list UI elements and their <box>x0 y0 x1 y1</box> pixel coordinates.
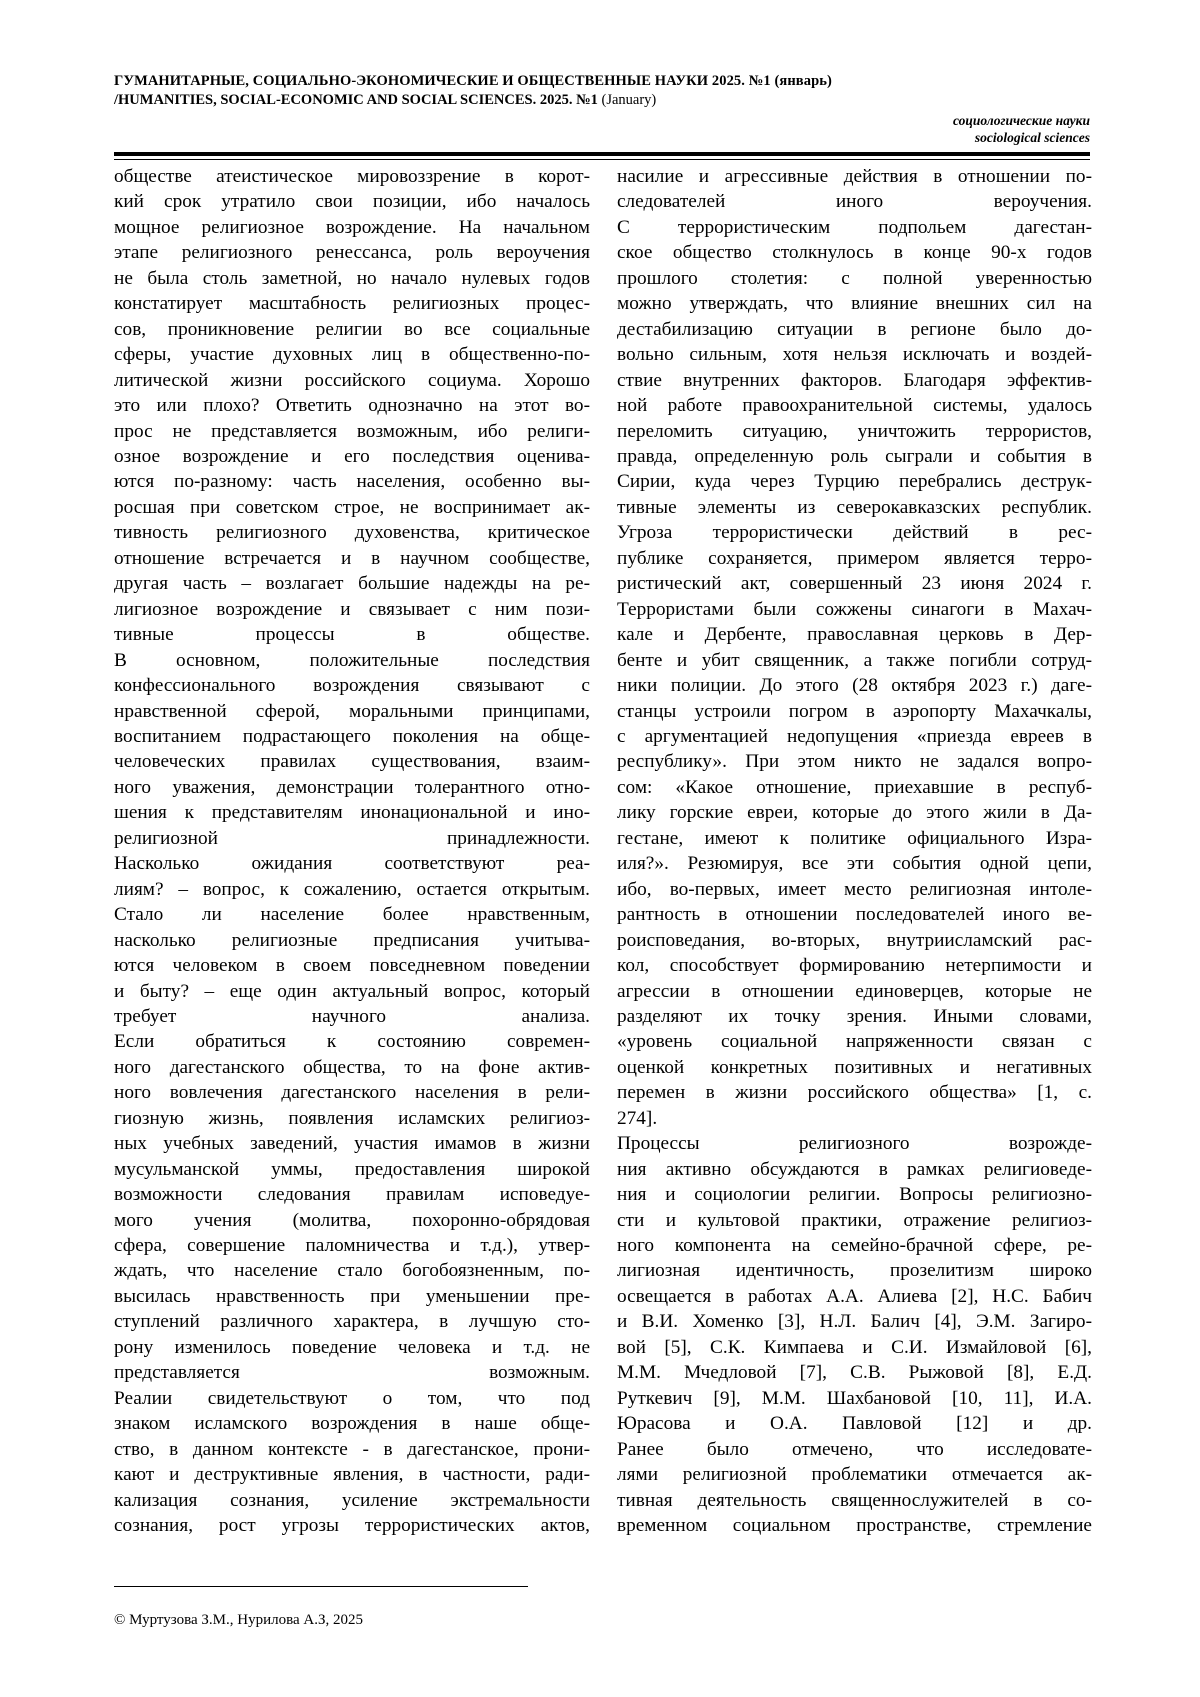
header-rule-thick <box>114 152 1090 156</box>
body-column-left: обществе атеистическое мировоззрение в корот- кий срок утратило свои позиции, ибо началось мощное религиозное возрождение. На начальном этапе религиозного ренессанса, роль вероучения не была столь заметной, но начало нулевых годов констатирует масштабность религиозных процес- сов, проникновение религии во все социальные сферы, участие духовных лиц в общественно-по- литической жизни российского социума. Хорошо это или плохо? Ответить однозначно на этот во- прос не представляется возможным, ибо религи- озное возрождение и его последствия оценива- ются по-разному: часть населения, особенно вы- росшая при советском строе, не воспринимает ак- тивность религиозного духовенства, критическое отношение встречается и в научном сообществе, другая часть – возлагает большие надежды на ре- лигиозное возрождение и связывает с ним пози- тивные процессы в обществе. В основном, положительные последствия конфессионального возрождения связывают с нравственной сферой, моральными принципами, воспитанием подрастающего поколения на обще- человеческих правилах существования, взаим- ного уважения, демонстрации толерантного отно- шения к представителям инонациональной и ино- религиозной принадлежности. Насколько ожидания соответствуют реа- лиям? – вопрос, к сожалению, остается открытым. Стало ли население более нравственным, насколько религиозные предписания учитыва- ются человеком в своем повседневном поведении и быту? – еще один актуальный вопрос, который требует научного анализа. Если обратиться к состоянию современ- ного дагестанского общества, то на фоне актив- ного вовлечения дагестанского населения в рели- гиозную жизнь, появления исламских религиоз- ных учебных заведений, участия имамов в жизни мусульманской уммы, предоставления широкой возможности следования правилам исповедуе- мого учения (молитва, похоронно-обрядовая сфера, совершение паломничества и т.д.), утвер- ждать, что население стало богобоязненным, по- высилась нравственность при уменьшении пре- ступлений различного характера, в лучшую сто- рону изменилось поведение человека и т.д. не представляется возможным. Реалии свидетельствуют о том, что под знаком исламского возрождения в наше обще- ство, в данном контексте - в дагестанское, прони- кают и деструктивные явления, в частности, ради- кализация сознания, усиление экстремальности сознания, рост угрозы террористических актов, <box>114 166 590 1537</box>
copyright-note: © Муртузова З.М., Нурилова А.З, 2025 <box>114 1612 363 1628</box>
section-label-en: sociological sciences <box>974 130 1090 145</box>
footnote-rule <box>114 1586 528 1587</box>
section-label <box>953 112 1090 146</box>
journal-title-ru: ГУМАНИТАРНЫЕ, СОЦИАЛЬНО-ЭКОНОМИЧЕСКИЕ И ОБЩЕСТВЕННЫЕ НАУКИ 2025. №1 (январь) <box>114 73 832 89</box>
journal-issue-month: (January) <box>601 92 657 108</box>
journal-title-en-main: /HUMANITIES, SOCIAL-ECONOMIC AND SOCIAL SCIENCES. 2025. №1 <box>114 92 598 108</box>
journal-title-en <box>114 91 1094 110</box>
header-rule-thin <box>114 159 1090 160</box>
section-label-ru: социологические науки <box>952 113 1090 128</box>
running-header <box>114 72 1094 110</box>
body-column-right: насилие и агрессивные действия в отношении по- следователей иного вероучения. С террористическим подпольем дагестан- ское общество столкнулось в конце 90-х годов прошлого столетия: с полной уверенностью можно утверждать, что влияние внешних сил на дестабилизацию ситуации в регионе было до- вольно сильным, хотя нельзя исключать и воздей- ствие внутренних факторов. Благодаря эффектив- ной работе правоохранительной системы, удалось переломить ситуацию, уничтожить террористов, правда, определенную роль сыграли и события в Сирии, куда через Турцию перебрались деструк- тивные элементы из северокавказских республик. Угроза террористически действий в рес- публике сохраняется, примером является терро- ристический акт, совершенный 23 июня 2024 г. Террористами были сожжены синагоги в Махач- кале и Дербенте, православная церковь в Дер- бенте и убит священник, а также погибли сотруд- ники полиции. До этого (28 октября 2023 г.) даге- станцы устроили погром в аэропорту Махачкалы, с аргументацией недопущения «приезда евреев в республику». При этом никто не задался вопро- сом: «Какое отношение, приехавшие в респуб- лику горские евреи, которые до этого жили в Да- гестане, имеют к политике официального Изра- иля?». Резюмируя, все эти события одной цепи, ибо, во-первых, имеет место религиозная интоле- рантность в отношении последователей иного ве- роисповедания, во-вторых, внутриисламский рас- кол, способствует формированию нетерпимости и агрессии в отношении единоверцев, которые не разделяют их точку зрения. Иными словами, «уровень социальной напряженности связан с оценкой конкретных позитивных и негативных перемен в жизни российского общества» [1, с. 274]. Процессы религиозного возрожде- ния активно обсуждаются в рамках религиоведе- ния и социологии религии. Вопросы религиозно- сти и культовой практики, отражение религиоз- ного компонента на семейно-брачной сфере, ре- лигиозная идентичность, прозелитизм широко освещается в работах А.А. Алиева [2], Н.С. Бабич и В.И. Хоменко [3], Н.Л. Балич [4], Э.М. Загиро- вой [5], С.К. Кимпаева и С.И. Измайловой [6], М.М. Мчедловой [7], С.В. Рыжовой [8], Е.Д. Руткевич [9], М.М. Шахбановой [10, 11], И.А. Юрасова и О.А. Павловой [12] и др. Ранее было отмечено, что исследовате- лями религиозной проблематики отмечается ак- тивная деятельность священнослужителей в со- временном социальном пространстве, стремление <box>617 166 1092 1537</box>
